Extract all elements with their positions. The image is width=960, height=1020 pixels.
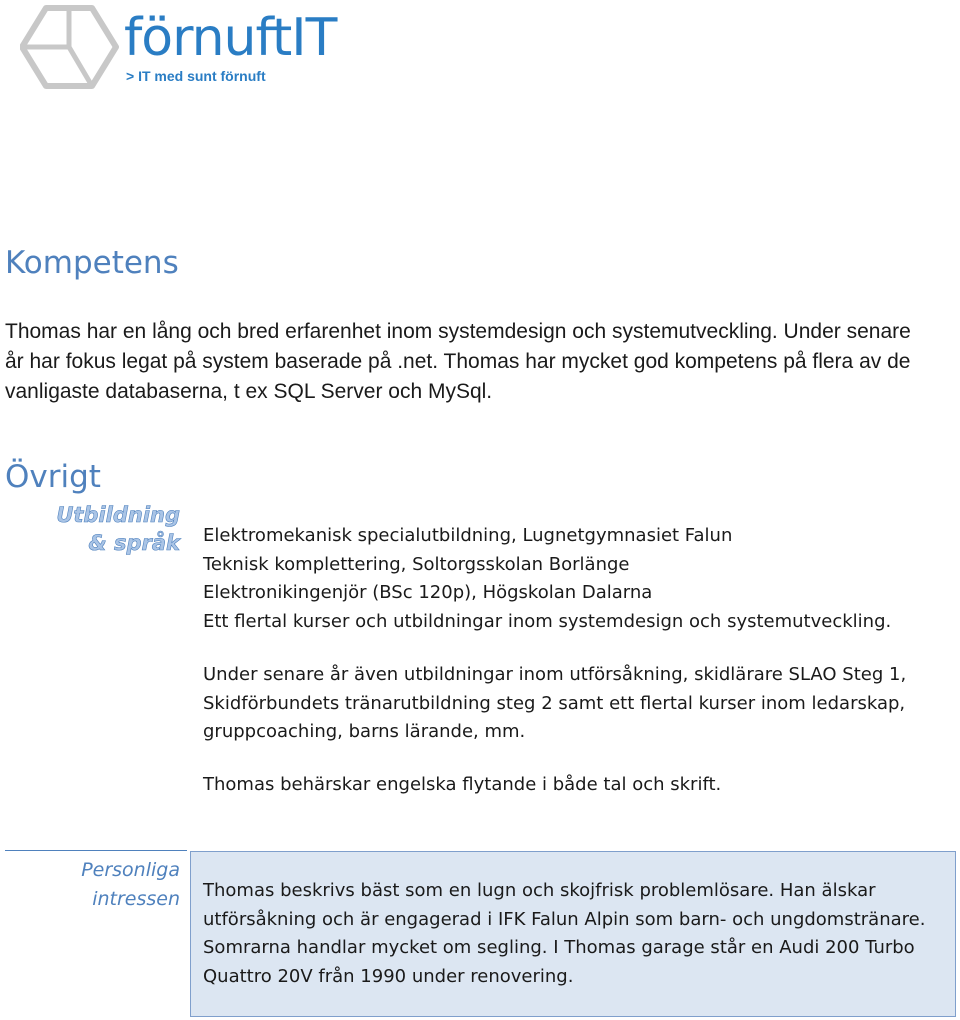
education-paragraph: Under senare år även utbildningar inom utförsåkning, skidlärare SLAO Steg 1, Skidförbundets tränarutbildning steg 2 samt ett flertal kurser inom ledarskap, gruppcoaching, barns lärande, mm. bbox=[203, 663, 907, 743]
education-line: Elektromekanisk specialutbildning, Lugnetgymnasiet Falun bbox=[203, 525, 733, 546]
education-label-text: Utbildning & språk bbox=[56, 503, 180, 555]
logo-wordmark: förnuftIT bbox=[124, 8, 337, 68]
company-logo bbox=[20, 4, 340, 90]
language-paragraph: Thomas behärskar engelska flytande i både tal och skrift. bbox=[203, 773, 722, 795]
interests-label-line: Personliga bbox=[81, 859, 180, 881]
logo-tagline: > IT med sunt förnuft bbox=[126, 68, 266, 84]
kompetens-heading: Kompetens bbox=[5, 245, 179, 281]
interests-label-line: intressen bbox=[92, 888, 180, 910]
education-line: Teknisk komplettering, Soltorgsskolan Borlänge bbox=[203, 553, 630, 575]
ovrigt-heading: Övrigt bbox=[5, 459, 101, 495]
education-line: Ett flertal kurser och utbildningar inom systemdesign och systemutveckling. bbox=[203, 611, 892, 633]
education-section bbox=[203, 522, 943, 800]
hexagon-logo-icon bbox=[20, 4, 120, 90]
section-divider bbox=[5, 850, 187, 851]
education-line: Elektronikingenjör (BSc 120p), Högskolan Dalarna bbox=[203, 582, 653, 604]
interests-label bbox=[81, 856, 180, 914]
education-label bbox=[50, 501, 180, 557]
kompetens-text: Thomas har en lång och bred erfarenhet inom systemdesign och systemutveckling. Under senare år har fokus legat på system baserade på .net. Thomas har mycket god kompetens på flera av de vanligaste databaserna, t ex SQL Server och MySql. bbox=[5, 320, 911, 403]
interests-text: Thomas beskrivs bäst som en lugn och skojfrisk problemlösare. Han älskar utförsåkning och är engagerad i IFK Falun Alpin som barn- och ungdomstränare. Somrarna handlar mycket om segling. I Thomas garage står en Audi 200 Turbo Quattro 20V från 1990 under renovering. bbox=[203, 880, 926, 988]
